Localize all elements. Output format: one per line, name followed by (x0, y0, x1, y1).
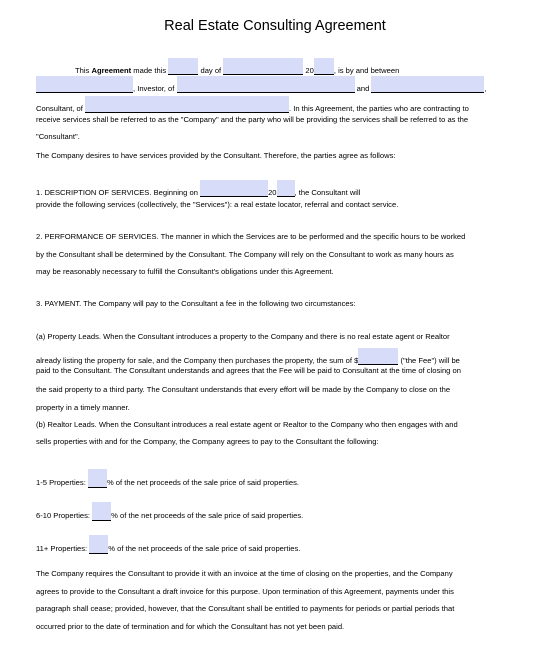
tier-1-percent-field[interactable] (88, 469, 107, 488)
tier-1-suffix: % of the net proceeds of the sale price of said properties. (106, 478, 300, 487)
intro-line-4: receive services shall be referred to as the "Company" and the party who will be providing the services shall be referred to as the (36, 115, 469, 124)
invoice-line-1: The Company requires the Consultant to provide it with an invoice at the time of closing on the properties, and the Company (36, 569, 453, 578)
investor-of-text: , Investor, of (133, 84, 175, 93)
property-leads-line-1: (a) Property Leads. When the Consultant introduces a property to the Company and there is no real estate agent or Realtor (36, 332, 450, 341)
consultant-address-field[interactable] (85, 96, 289, 113)
section-2-line-1: 2. PERFORMANCE OF SERVICES. The manner in which the Services are to be performed and the specific hours to be worked (36, 232, 466, 241)
intro-this-text: This (75, 66, 90, 75)
section-3-line-1: 3. PAYMENT. The Company will pay to the Consultant a fee in the following two circumstances: (36, 299, 356, 308)
fee-text-before: already listing the property for sale, and the Company then purchases the property, the sum of $ (36, 356, 359, 365)
intro-line-6: The Company desires to have services provided by the Consultant. Therefore, the parties agree as follows: (36, 151, 396, 160)
intro-line-3 (36, 96, 469, 114)
property-leads-line-5: property in a timely manner. (36, 403, 130, 412)
section-1-year-prefix: 20 (268, 188, 277, 197)
start-date-field[interactable] (200, 180, 268, 197)
year-prefix: 20 (305, 66, 314, 75)
tier-3-line (36, 535, 300, 554)
invoice-line-2: agrees to provide to the Consultant a draft invoice for this purpose. Upon termination of this Agreement, payments under this (36, 587, 454, 596)
realtor-leads-line-1: (b) Realtor Leads. When the Consultant introduces a real estate agent or Realtor to the Company who then engages with and (36, 420, 458, 429)
intro-line-1 (75, 58, 399, 76)
section-1-lead: 1. DESCRIPTION OF SERVICES. Beginning on (36, 188, 198, 197)
by-and-between-text: , is by and between (333, 66, 400, 75)
tier-1-line (36, 469, 299, 488)
tier-2-percent-field[interactable] (92, 502, 111, 521)
agreement-word: Agreement (91, 66, 132, 75)
tier-3-label: 11+ Properties: (36, 544, 88, 553)
consultant-of-text: Consultant, of (36, 104, 83, 113)
day-field[interactable] (168, 58, 198, 75)
fee-amount-field[interactable] (358, 348, 398, 365)
document-title: Real Estate Consulting Agreement (164, 18, 386, 34)
made-this-text: made this (133, 66, 167, 75)
property-leads-line-4: the said property to a third party. The Consultant understands that every effort will be made by the Company to close on the (36, 385, 451, 394)
day-of-text: day of (200, 66, 222, 75)
comma-text: , (484, 84, 487, 93)
in-this-text: . In this Agreement, the parties who are contracting to (288, 104, 469, 113)
section-1-line-1 (36, 180, 360, 198)
intro-line-2 (36, 76, 487, 94)
tier-2-label: 6-10 Properties: (36, 511, 91, 520)
fee-text-after: ("the Fee") will be (400, 356, 460, 365)
section-1-line-2: provide the following services (collectively, the "Services"): a real estate locator, referral and contact service. (36, 200, 399, 209)
invoice-line-4: occurred prior to the date of termination and for which the Consultant has not yet been paid. (36, 622, 345, 631)
section-1-tail: , the Consultant will (294, 188, 361, 197)
and-text: and (356, 84, 370, 93)
section-2-line-2: by the Consultant shall be determined by the Consultant. The Company will rely on the Consultant to work as many hours as (36, 250, 454, 259)
tier-3-suffix: % of the net proceeds of the sale price of said properties. (108, 544, 301, 553)
month-field[interactable] (223, 58, 303, 75)
intro-line-5: "Consultant". (36, 132, 80, 141)
property-leads-line-2 (36, 348, 460, 366)
tier-1-label: 1-5 Properties: (36, 478, 86, 487)
investor-name-field[interactable] (36, 76, 133, 93)
consultant-name-field[interactable] (371, 76, 487, 93)
tier-3-percent-field[interactable] (89, 535, 108, 554)
section-2-line-3: may be reasonably necessary to fulfill the Consultant's obligations under this Agreement. (36, 267, 334, 276)
investor-address-field[interactable] (177, 76, 355, 93)
property-leads-line-3: paid to the Consultant. The Consultant understands and agrees that the Fee will be paid to Consultant at the time of closing on (36, 366, 461, 375)
realtor-leads-line-2: sells properties with and for the Company, the Company agrees to pay to the Consultant the following: (36, 437, 379, 446)
tier-2-line (36, 502, 303, 521)
start-year-field[interactable] (277, 180, 295, 197)
year-field[interactable] (314, 58, 334, 75)
invoice-line-3: paragraph shall cease; provided, however, that the Consultant shall be entitled to payments for periods or partial periods that (36, 604, 455, 613)
tier-2-suffix: % of the net proceeds of the sale price of said properties. (111, 511, 304, 520)
